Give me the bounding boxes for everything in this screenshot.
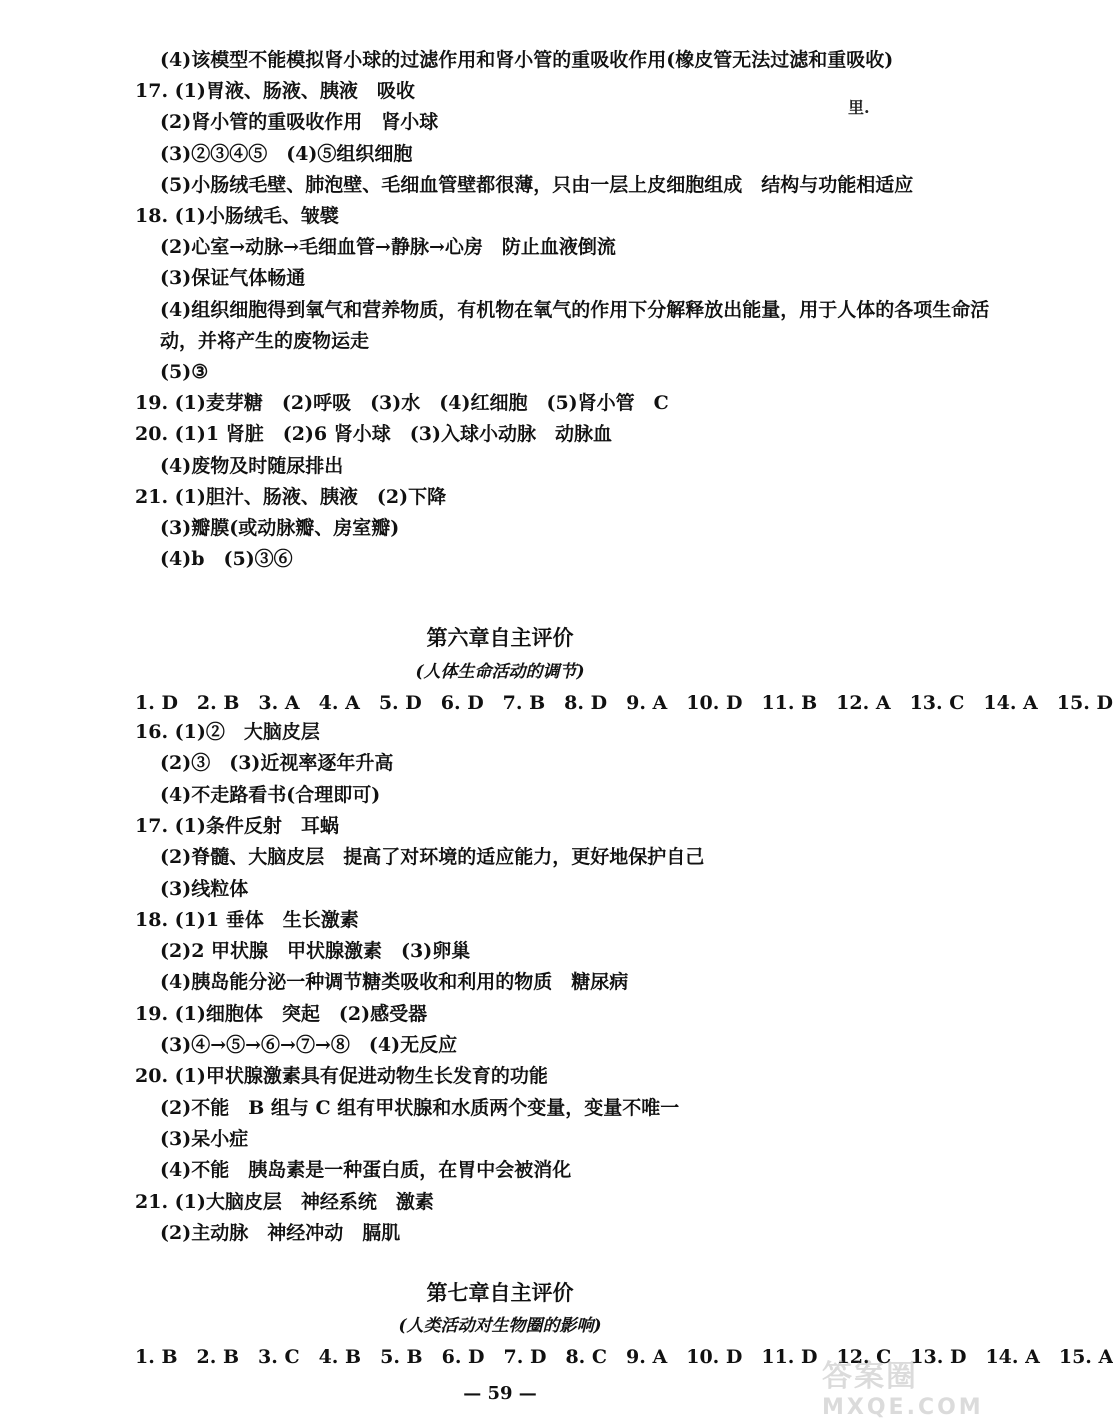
answer-line: (4)废物及时随尿排出: [160, 454, 344, 477]
answer-line: (5)小肠绒毛壁、肺泡壁、毛细血管壁都很薄，只由一层上皮细胞组成 结构与功能相适应: [160, 173, 914, 196]
watermark-top: 答案圈: [822, 1359, 918, 1394]
answer-line: (3)瓣膜(或动脉瓣、房室瓣): [160, 517, 400, 539]
answer-line: (5)③: [160, 361, 209, 383]
watermark-logo: [822, 1351, 992, 1421]
answer-line: (2)③ (3)近视率逐年升高: [160, 752, 394, 775]
answer-line: (3)④→⑤→⑥→⑦→⑧ (4)无反应: [160, 1034, 458, 1056]
answer-line: (4)不能 胰岛素是一种蛋白质，在胃中会被消化: [160, 1159, 572, 1182]
answer-line: (4)不走路看书(合理即可): [160, 783, 381, 806]
answer-line: (4)胰岛能分泌一种调节糖类吸收和利用的物质 糖尿病: [160, 971, 629, 994]
answer-line: (4)b (5)③⑥: [160, 548, 293, 571]
answer-line: 18. (1)小肠绒毛、皱襞: [135, 205, 339, 227]
answer-line: 17. (1)胃液、肠液、胰液 吸收: [135, 80, 415, 103]
scan-mark: 里.: [848, 98, 870, 117]
answer-line: 20. (1)甲状腺激素具有促进动物生长发育的功能: [135, 1065, 548, 1088]
answer-line: 16. (1)② 大脑皮层: [135, 721, 320, 743]
answer-line: 19. (1)麦芽糖 (2)呼吸 (3)水 (4)红细胞 (5)肾小管 C: [135, 392, 669, 415]
answer-line: (4)该模型不能模拟肾小球的过滤作用和肾小管的重吸收作用(橡皮管无法过滤和重吸收): [160, 49, 894, 71]
chapter7-subtitle: (人类活动对生物圈的影响): [398, 1316, 602, 1336]
answer-line: 17. (1)条件反射 耳蜗: [135, 814, 339, 837]
answer-line: (2)心室→动脉→毛细血管→静脉→心房 防止血液倒流: [160, 236, 616, 259]
answer-line: (3)线粒体: [160, 877, 249, 900]
answer-line: (2)肾小管的重吸收作用 肾小球: [160, 111, 439, 134]
answer-line: (3)呆小症: [160, 1127, 249, 1150]
chapter7-title: 第七章自主评价: [426, 1280, 574, 1305]
answer-line: 21. (1)大脑皮层 神经系统 激素: [135, 1190, 434, 1213]
chapter6-mcq-answers: 1. D 2. B 3. A 4. A 5. D 6. D 7. B 8. D 9. A 10. D 11. B 12. A 13. C 14. A 15. D: [135, 692, 1113, 714]
watermark-bottom: MXQE.COM: [822, 1395, 984, 1420]
chapter6-title: 第六章自主评价: [426, 625, 574, 650]
answer-line: (2)脊髓、大脑皮层 提高了对环境的适应能力，更好地保护自己: [160, 846, 705, 869]
page-number: — 59 —: [463, 1383, 537, 1404]
answer-line: 20. (1)1 肾脏 (2)6 肾小球 (3)入球小动脉 动脉血: [135, 423, 612, 446]
answer-line: (2)主动脉 神经冲动 膈肌: [160, 1221, 401, 1244]
answer-line: 19. (1)细胞体 突起 (2)感受器: [135, 1002, 428, 1025]
chapter7-mcq-answers: 1. B 2. B 3. C 4. B 5. B 6. D 7. D 8. C 9. A 10. D 11. D 12. C 13. D 14. A 15. A: [135, 1346, 1113, 1368]
chapter6-subtitle: (人体生命活动的调节): [415, 662, 585, 682]
answer-line: 18. (1)1 垂体 生长激素: [135, 908, 359, 931]
answer-line: (3)②③④⑤ (4)⑤组织细胞: [160, 142, 413, 165]
answer-line: (2)2 甲状腺 甲状腺激素 (3)卵巢: [160, 940, 471, 963]
answer-line: 动，并将产生的废物运走: [160, 329, 370, 352]
answer-line: (2)不能 B 组与 C 组有甲状腺和水质两个变量，变量不唯一: [160, 1096, 680, 1119]
answer-line: 21. (1)胆汁、肠液、胰液 (2)下降: [135, 485, 447, 508]
answer-line: (4)组织细胞得到氧气和营养物质，有机物在氧气的作用下分解释放出能量，用于人体的各项生命活: [160, 298, 990, 321]
answer-line: (3)保证气体畅通: [160, 267, 306, 290]
